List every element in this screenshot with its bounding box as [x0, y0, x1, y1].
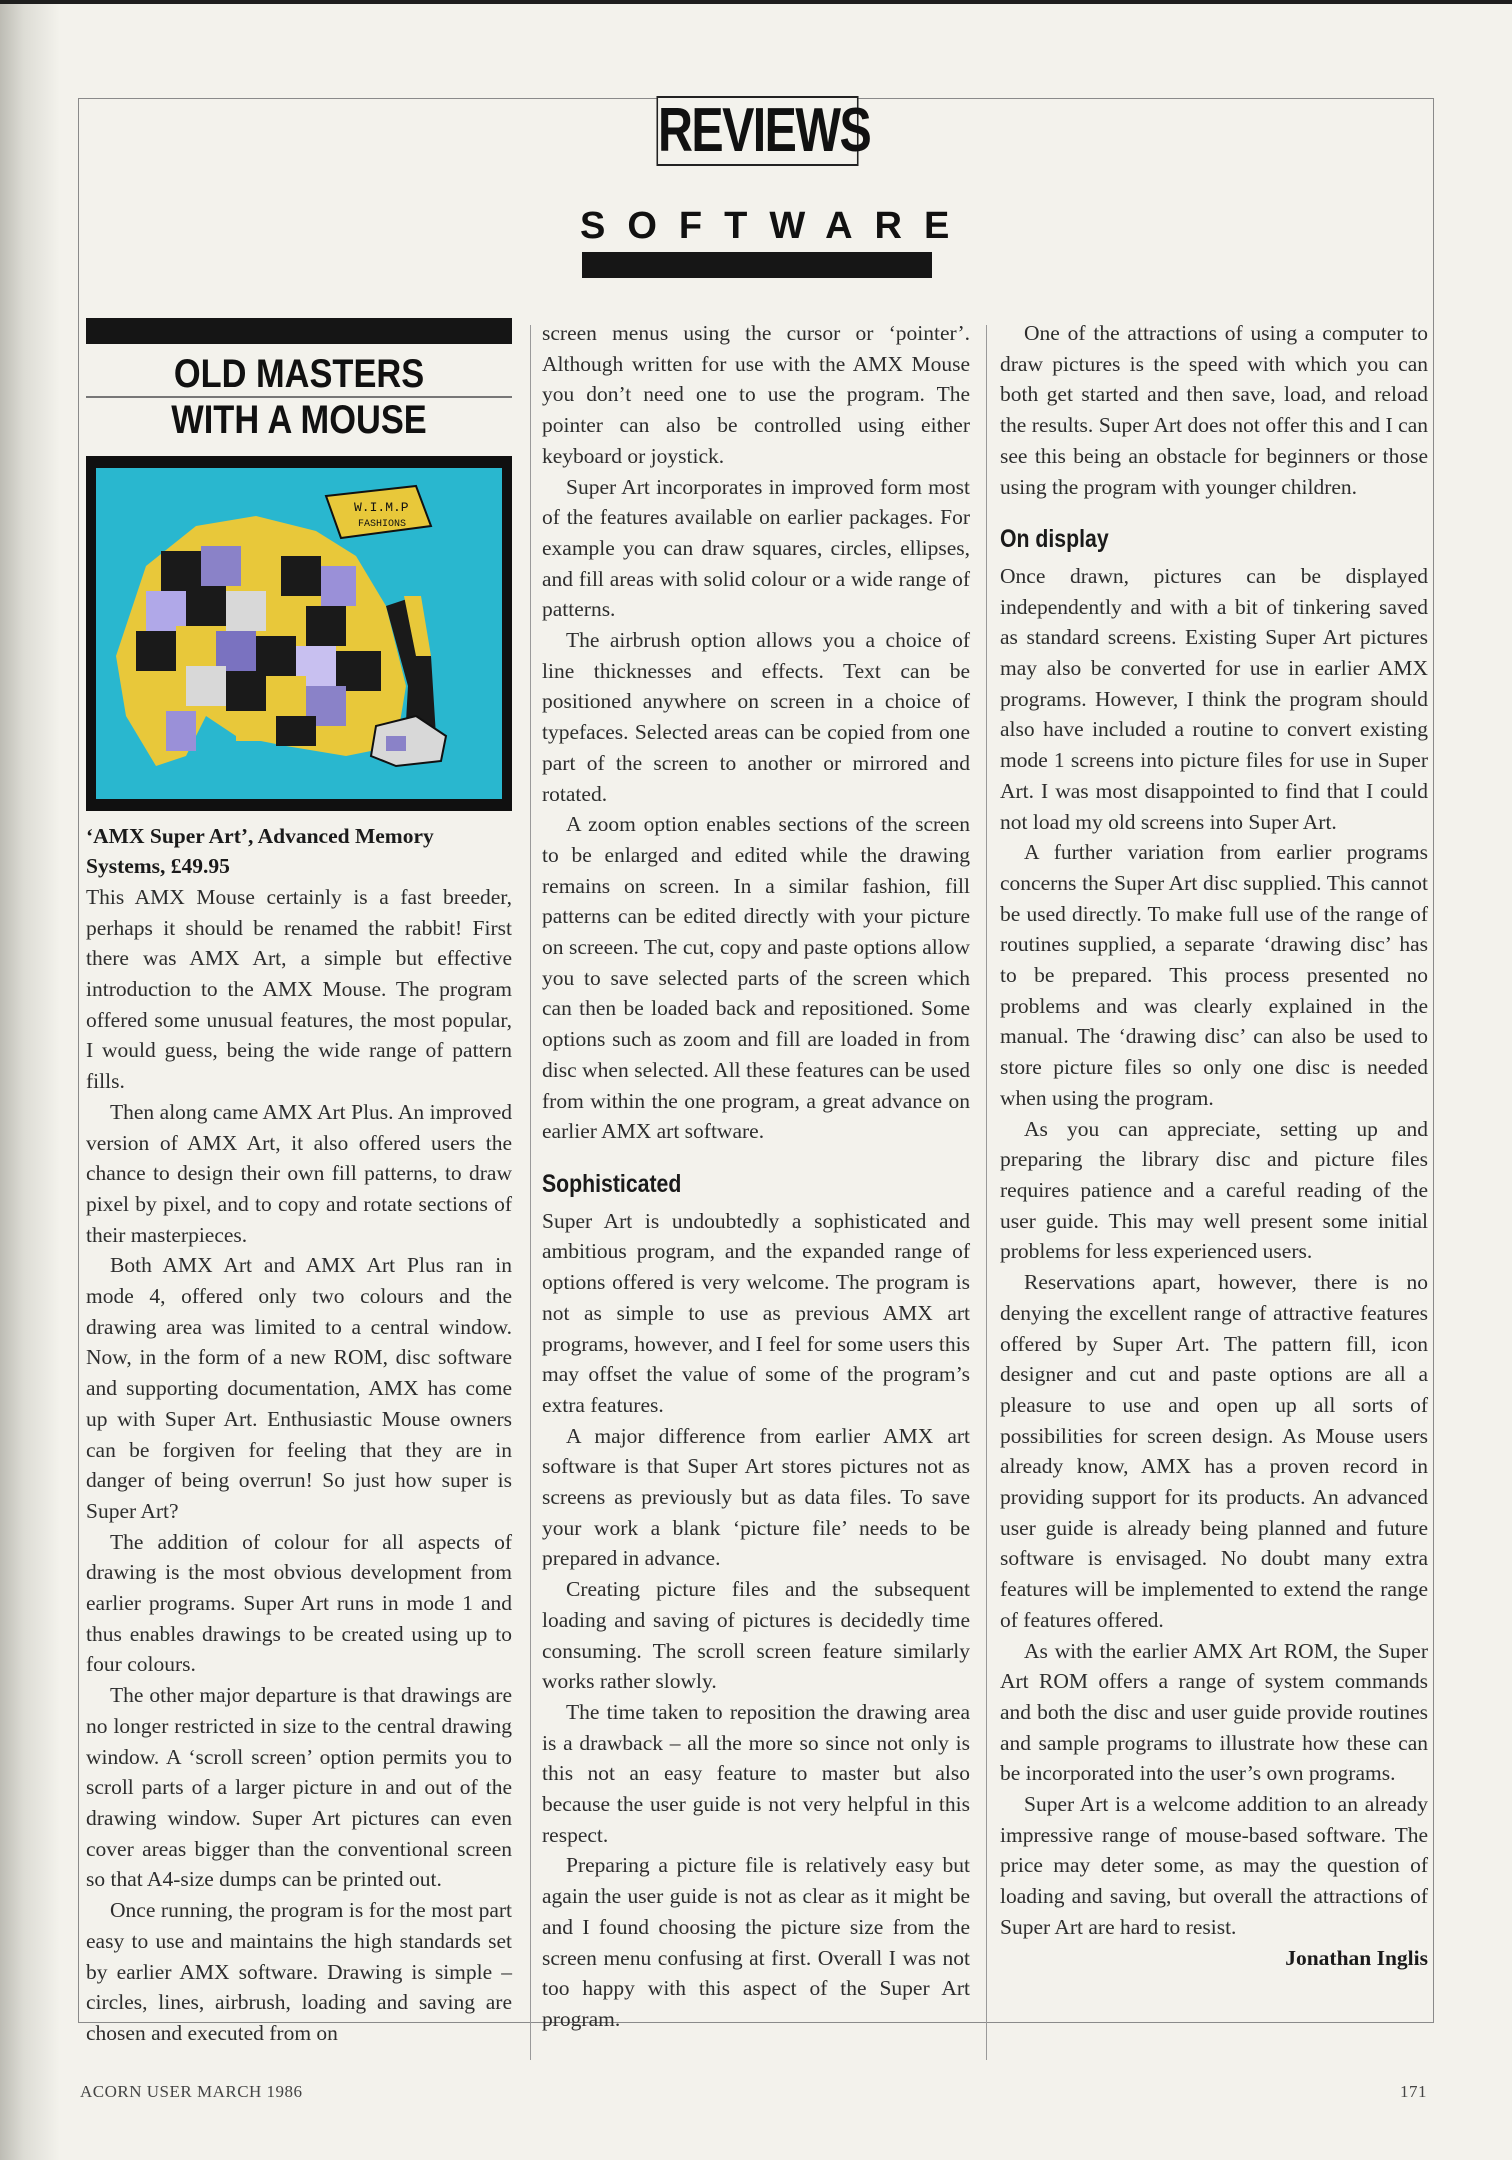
paragraph: As you can appreciate, setting up and preparing the library disc and picture files requires patience and a careful reading of the user guide. This may well present some initial problems for less experienced users. [1000, 1116, 1428, 1264]
paragraph: This AMX Mouse certainly is a fast breeder, perhaps it should be renamed the rabbit! First there was AMX Art, a simple but effective introduction to the AMX Mouse. The program offered some unusual features, the most popular, I would guess, being the wide range of pattern fills. [86, 884, 512, 1094]
patchwork-jacket-illustration [86, 456, 512, 811]
page-gutter-shadow [0, 0, 60, 2160]
paragraph: Preparing a picture file is relatively easy but again the user guide is not as clear as it might be and I found choosing the picture size from the screen menu confusing at first. Overall I was not too happy with this aspect of the Super Art program. [542, 1853, 970, 2031]
masthead-reviews: REVIEWS [658, 96, 871, 165]
paragraph: Once running, the program is for the most part easy to use and maintains the high standards set by earlier AMX software. Drawing is simple – circles, lines, airbrush, loading and saving are chosen and executed from on [86, 1898, 512, 2045]
column-rule [986, 325, 987, 2060]
headline-line-1: OLD MASTERS [173, 352, 425, 396]
paragraph: Super Art incorporates in improved form most of the features available on earlier packages. For example you can draw squares, circles, ellipses, and fill areas with solid colour or a wide range of patterns. [542, 474, 970, 622]
sign-text-line-1: W.I.M.P [354, 499, 409, 515]
paragraph: As with the earlier AMX Art ROM, the Super Art ROM offers a range of system commands and both the disc and user guide provide routines and sample programs to illustrate how these can be incorporated into the user’s own programs. [1000, 1638, 1428, 1786]
article-photo [86, 456, 512, 811]
paragraph: A major difference from earlier AMX art software is that Super Art stores pictures not as screens as previously but as data files. To save your work a blank ‘picture file’ needs to be prepared in advance. [542, 1423, 970, 1571]
paragraph: Once drawn, pictures can be displayed independently and with a bit of tinkering saved as standard screens. Existing Super Art pictures may also be converted for use in earlier AMX programs. However, I think the program should also have included a routine to convert existing mode 1 screens into picture files for use in Super Art. I was most disappointed to find that I could not load my old screens into Super Art. [1000, 563, 1428, 834]
sign-text-line-2: FASHIONS [358, 518, 407, 530]
page-number: 171 [1400, 2082, 1427, 2101]
author-byline: Jonathan Inglis [1285, 1945, 1428, 1970]
paragraph: A zoom option enables sections of the screen to be enlarged and edited while the drawing remains on screen. In a similar fashion, fill patterns can be edited directly with your picture on screeen. The cut, copy and paste options allow you to save selected parts of the screen which can then be loaded back and repositioned. Some options such as zoom and fill are loaded in from disc when selected. All these features can be used from within the one program, a great advance on earlier AMX art software. [542, 812, 970, 1144]
top-rule [0, 0, 1512, 4]
footer-publication: ACORN USER MARCH 1986 [80, 2082, 303, 2101]
section-bar [582, 252, 932, 278]
paragraph: Creating picture files and the subsequent loading and saving of pictures is decidedly time consuming. The scroll screen feature similarly works rather slowly. [542, 1577, 970, 1694]
subheading-sophisticated: Sophisticated [542, 1169, 682, 1198]
subheading-on-display: On display [1000, 525, 1109, 554]
column-rule [530, 325, 531, 2060]
paragraph: Super Art is undoubtedly a sophisticated and ambitious program, and the expanded range of options offered is very welcome. The program is not as simple to use as previous AMX art programs, however, and I feel for some users this may offset the value of some of the program’s extra features. [542, 1208, 970, 1417]
paragraph: The addition of colour for all aspects of drawing is the most obvious development from earlier programs. Super Art runs in mode 1 and thus enables drawings to be created using up to four colours. [86, 1529, 512, 1677]
column-3 [1000, 318, 1428, 1973]
photo-caption: ‘AMX Super Art’, Advanced Memory Systems, £49.95 [86, 823, 434, 879]
paragraph: The time taken to reposition the drawing area is a drawback – all the more so since not only is this not an easy feature to master but also because the user guide is not very helpful in this respect. [542, 1699, 970, 1847]
paragraph: One of the attractions of using a computer to draw pictures is the speed with which you can both get started and then save, load, and reload the results. Super Art does not offer this and I can see this being an obstacle for beginners or those using the program with younger children. [1000, 321, 1428, 499]
paragraph: The airbrush option allows you a choice of line thicknesses and effects. Text can be positioned anywhere on screen in a choice of typefaces. Selected areas can be copied from one part of the screen to another or mirrored and rotated. [542, 628, 970, 806]
paragraph: The other major departure is that drawings are no longer restricted in size to the central drawing window. A ‘scroll screen’ option permits you to scroll parts of a larger picture in and out of the drawing window. Super Art pictures can even cover areas bigger than the conventional screen so that A4-size dumps can be printed out. [86, 1683, 512, 1892]
paragraph: A further variation from earlier programs concerns the Super Art disc supplied. This cannot be used directly. To make full use of the range of routines supplied, a separate ‘drawing disc’ has to be prepared. This process presented no problems and was clearly explained in the manual. The ‘drawing disc’ can also be used to store picture files so only one disc is needed when using the program. [1000, 840, 1428, 1110]
paragraph: Both AMX Art and AMX Art Plus ran in mode 4, offered only two colours and the drawing area was limited to a central window. Now, in the form of a new ROM, disc software and supporting documentation, AMX has come up with Super Art. Enthusiastic Mouse owners can be forgiven for feeling that they are in danger of being overrun! So just how super is Super Art? [86, 1253, 512, 1523]
column-1 [86, 318, 512, 2049]
paragraph: screen menus using the cursor or ‘pointer’. Although written for use with the AMX Mouse you don’t need one to use the program. The pointer can also be controlled using either keyboard or joystick. [542, 321, 970, 468]
column-2 [542, 318, 970, 2035]
paragraph: Super Art is a welcome addition to an already impressive range of mouse-based software. The price may deter some, as may the question of loading and saving, but overall the attractions of Super Art are hard to resist. [1000, 1792, 1428, 1939]
paragraph: Then along came AMX Art Plus. An improved version of AMX Art, it also offered users the chance to design their own fill patterns, to draw pixel by pixel, and to copy and rotate sections of their masterpieces. [86, 1099, 512, 1247]
paragraph: Reservations apart, however, there is no denying the excellent range of attractive features offered by Super Art. The pattern fill, icon designer and cut and paste options are all a pleasure to use and open up all sorts of possibilities for screen design. As Mouse users already know, AMX has a proven record in providing support for its products. An advanced user guide is already being planned and future software is envisaged. No doubt many extra features will be implemented to extend the range of features offered. [1000, 1270, 1428, 1632]
section-title-software: SOFTWARE [580, 205, 972, 247]
headline-line-2: WITH A MOUSE [171, 397, 427, 442]
headline-bar [86, 318, 512, 344]
